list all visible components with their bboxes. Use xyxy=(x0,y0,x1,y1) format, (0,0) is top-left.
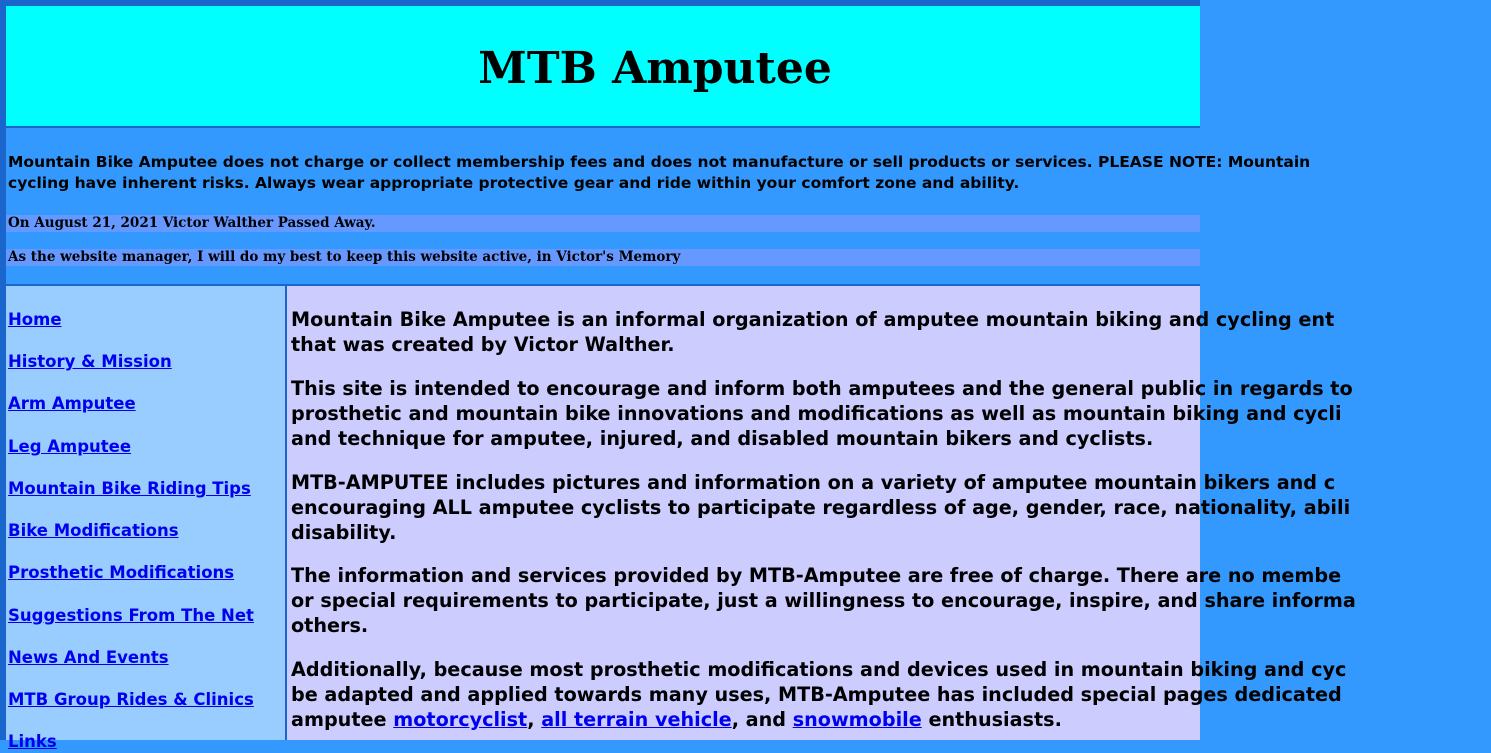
paragraph-line: Additionally, because most prosthetic modifications and devices used in mountain biking and cyc xyxy=(291,658,1347,681)
atv-link[interactable]: all terrain vehicle xyxy=(541,708,732,731)
free-services-paragraph xyxy=(291,563,1491,638)
sidebar-item-riding-tips[interactable]: Mountain Bike Riding Tips xyxy=(8,479,251,498)
separator: , and xyxy=(731,708,793,731)
sidebar-item-links[interactable]: Links xyxy=(8,732,57,751)
memorial-message: As the website manager, I will do my best to keep this website active, in Victor's Memory xyxy=(6,249,1200,266)
sidebar-item-suggestions[interactable]: Suggestions From The Net xyxy=(8,606,254,625)
snowmobile-link[interactable]: snowmobile xyxy=(792,708,922,731)
paragraph-line: Mountain Bike Amputee is an informal organization of amputee mountain biking and cycling ent xyxy=(291,308,1335,331)
paragraph-line: and technique for amputee, injured, and disabled mountain bikers and cyclists. xyxy=(291,427,1154,450)
paragraph-line: or special requirements to participate, just a willingness to encourage, inspire, and share informa xyxy=(291,589,1356,612)
main-content xyxy=(287,286,1356,740)
motorcyclist-link[interactable]: motorcyclist xyxy=(393,708,528,731)
paragraph-line: MTB-AMPUTEE includes pictures and information on a variety of amputee mountain bikers and c xyxy=(291,471,1336,494)
additional-uses-paragraph xyxy=(291,657,1491,732)
sidebar-item-arm-amputee[interactable]: Arm Amputee xyxy=(8,394,136,413)
paragraph-line xyxy=(291,707,1491,732)
paragraph-line: encouraging ALL amputee cyclists to participate regardless of age, gender, race, nationality, abili xyxy=(291,496,1351,519)
notice-band xyxy=(6,128,1311,286)
paragraph-line: This site is intended to encourage and inform both amputees and the general public in regards to xyxy=(291,377,1353,400)
paragraph-line: prosthetic and mountain bike innovations and modifications as well as mountain biking and cycli xyxy=(291,402,1342,425)
site-title: MTB Amputee xyxy=(478,43,832,94)
paragraph-line: be adapted and applied towards many uses, MTB-Amputee has included special pages dedicated xyxy=(291,683,1342,706)
paragraph-line: The information and services provided by MTB-Amputee are free of charge. There are no membe xyxy=(291,564,1342,587)
purpose-paragraph xyxy=(291,376,1491,451)
sidebar-item-bike-modifications[interactable]: Bike Modifications xyxy=(8,521,179,540)
inclusion-paragraph xyxy=(291,470,1491,545)
separator: , xyxy=(527,708,542,731)
sidebar-nav xyxy=(6,286,287,751)
sidebar-item-prosthetic-modifications[interactable]: Prosthetic Modifications xyxy=(8,563,235,582)
paragraph-line: that was created by Victor Walther. xyxy=(291,333,675,356)
intro-paragraph xyxy=(291,307,1491,357)
paragraph-line: disability. xyxy=(291,521,397,544)
line-prefix: amputee xyxy=(291,708,394,731)
sidebar-item-leg-amputee[interactable]: Leg Amputee xyxy=(8,437,132,456)
memorial-notice: On August 21, 2021 Victor Walther Passed Away. xyxy=(6,215,1200,232)
disclaimer-line: Mountain Bike Amputee does not charge or collect membership fees and does not manufacture or sell products or services. PLEASE NOTE: Mountain xyxy=(8,153,1311,171)
sidebar-item-news-events[interactable]: News And Events xyxy=(8,648,169,667)
site-header xyxy=(6,6,1200,128)
disclaimer-line: cycling have inherent risks. Always wear appropriate protective gear and ride within your comfort zone and ability. xyxy=(8,174,1020,192)
sidebar-item-home[interactable]: Home xyxy=(8,310,62,329)
paragraph-line: others. xyxy=(291,614,369,637)
sidebar-item-history-mission[interactable]: History & Mission xyxy=(8,352,172,371)
disclaimer-text xyxy=(8,152,1408,194)
sidebar-item-group-rides[interactable]: MTB Group Rides & Clinics xyxy=(8,690,254,709)
line-suffix: enthusiasts. xyxy=(921,708,1062,731)
